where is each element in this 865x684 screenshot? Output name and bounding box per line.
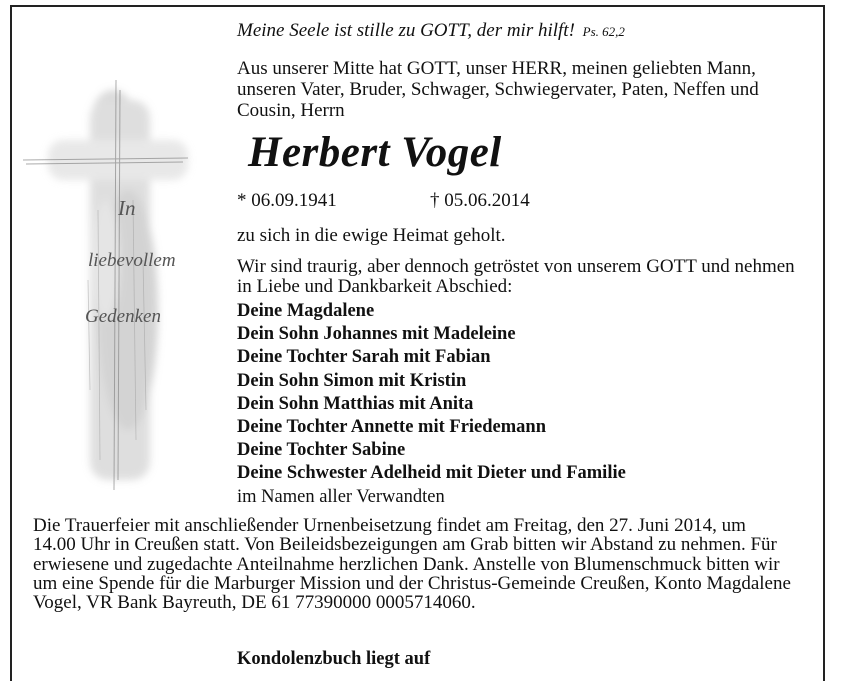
mourners-closing: im Namen aller Verwandten xyxy=(237,486,445,507)
mourner-item: Deine Tochter Sabine xyxy=(237,440,406,461)
statement-text: Wir sind traurig, aber dennoch getröstet von unserem GOTT und nehmen in Liebe und Dankbarkeit Abschied: xyxy=(237,256,795,297)
decoration-gedenken: Gedenken xyxy=(85,306,161,327)
intro-text: Aus unserer Mitte hat GOTT, unser HERR, meinen geliebten Mann, unseren Vater, Bruder, Schwager, Schwiegervater, Paten, Neffen und Cousin, Herrn xyxy=(237,58,759,121)
mourner-item: Dein Sohn Johannes mit Madeleine xyxy=(237,324,516,345)
condolence-note: Kondolenzbuch liegt auf xyxy=(237,649,431,669)
mourner-item: Deine Tochter Annette mit Friedemann xyxy=(237,417,546,438)
death-date: † 05.06.2014 xyxy=(430,190,530,211)
deceased-name: Herbert Vogel xyxy=(248,129,502,176)
psalm-reference: Ps. 62,2 xyxy=(582,24,625,39)
homecoming-text: zu sich in die ewige Heimat geholt. xyxy=(237,225,506,246)
mourner-item: Dein Sohn Matthias mit Anita xyxy=(237,393,474,414)
decoration-liebevollem: liebevollem xyxy=(88,250,176,271)
mourner-item: Dein Sohn Simon mit Kristin xyxy=(237,370,467,391)
psalm-text: Meine Seele ist stille zu GOTT, der mir hilft! xyxy=(237,20,575,41)
mourners-list xyxy=(237,300,626,509)
cross-icon xyxy=(18,60,218,500)
mourner-item: Deine Tochter Sarah mit Fabian xyxy=(237,347,491,368)
decoration-in: In xyxy=(118,196,136,220)
mourner-item: Deine Schwester Adelheid mit Dieter und Familie xyxy=(237,463,626,484)
mourner-item: Deine Magdalene xyxy=(237,301,375,321)
birth-date: * 06.09.1941 xyxy=(237,190,337,211)
psalm-quote xyxy=(237,20,625,42)
funeral-notice: Die Trauerfeier mit anschließender Urnenbeisetzung findet am Freitag, den 27. Juni 2014, um 14.00 Uhr in Creußen statt. Von Beileidsbezeigungen am Grab bitten wir Abstand zu nehmen. Für erwiesene und zugedachte Anteilnahme herzlichen Dank. Anstelle von Blumenschmuck bitten wir um eine Spende für die Marburger Mission und der Christus-Gemeinde Creußen, Konto Magdalene Vogel, VR Bank Bayreuth, DE 61 77390000 0005714060. xyxy=(33,515,791,614)
